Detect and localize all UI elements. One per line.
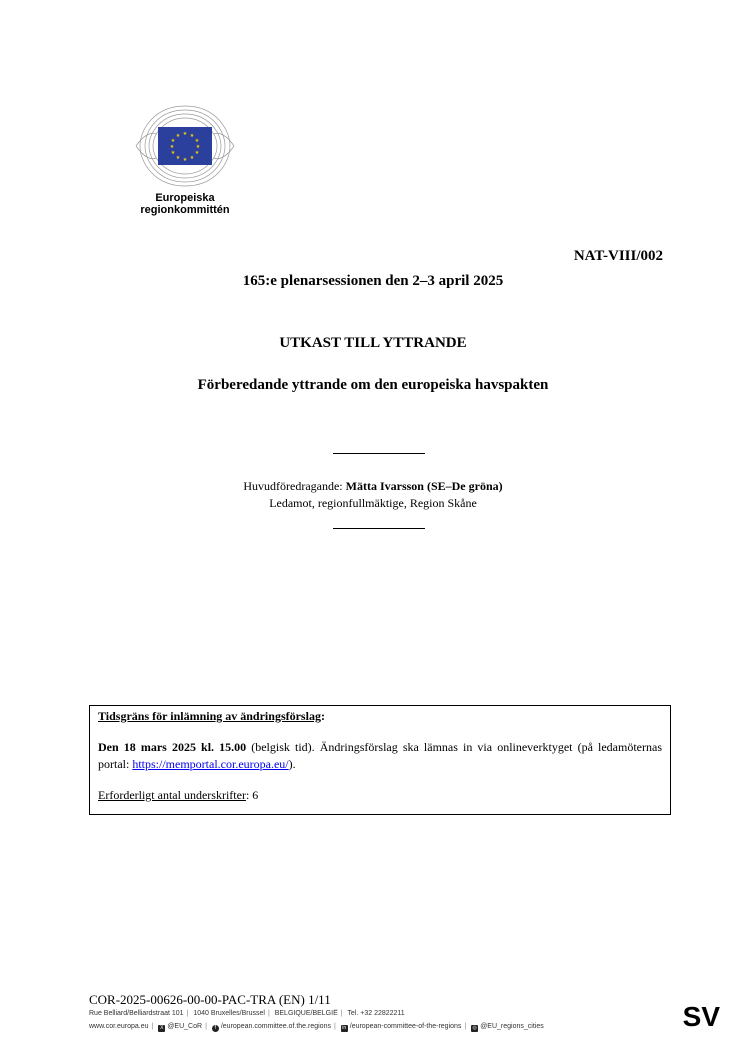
document-reference: NAT-VIII/002: [573, 248, 663, 264]
cor-logo: [128, 104, 242, 224]
deadline-heading-colon: :: [320, 709, 325, 723]
svg-text:★: ★: [175, 155, 181, 161]
linkedin-icon: in: [342, 1025, 347, 1031]
deadline-heading: Tidsgräns för inlämning av ändringsförslag: [98, 709, 321, 723]
facebook-icon: f: [212, 1025, 219, 1032]
rapporteur-label: Huvudföredragande:: [243, 479, 346, 493]
document-title: Förberedande yttrande om den europeiska havspakten: [197, 377, 549, 393]
deadline-text-part1: (belgisk tid). Ändringsförslag ska lämnas in via onlineverktyget (på ledamöternas portal:: [98, 740, 662, 771]
footer-social: www.cor.europa.eu | X @EU_CoR | f /european.committee.of.the.regions | in /european-committee-of-the-regions | ◎ @EU_regions_cities: [89, 1023, 544, 1031]
rapporteur-line: [0, 478, 746, 495]
organization-name-line1: Europeiska: [155, 192, 215, 204]
organization-name: [128, 192, 242, 216]
address-country: BELGIQUE/BELGIË: [274, 1010, 338, 1017]
deadline-box: [89, 705, 671, 815]
signatures-label: Erforderligt antal underskrifter: [98, 788, 246, 802]
address-phone: Tel. +32 22822211: [347, 1010, 405, 1017]
address-city: 1040 Bruxelles/Brussel: [193, 1010, 265, 1017]
eu-emblem-icon: [134, 104, 236, 188]
signatures-line: [98, 787, 662, 804]
svg-text:★: ★: [195, 144, 201, 150]
footer-address: Rue Belliard/Belliardstraat 101 | 1040 Bruxelles/Brussel | BELGIQUE/BELGIË | Tel. +32 22822211: [89, 1010, 405, 1017]
footer-doc-code: COR-2025-00626-00-00-PAC-TRA (EN) 1/11: [89, 992, 331, 1007]
deadline-text-part2: ).: [288, 757, 296, 771]
svg-text:★: ★: [194, 138, 200, 144]
svg-text:★: ★: [182, 157, 188, 163]
rapporteur-block: [0, 478, 746, 512]
svg-text:★: ★: [189, 155, 195, 161]
svg-text:★: ★: [170, 150, 176, 156]
organization-name-line2: regionkommittén: [140, 204, 230, 216]
signatures-value: : 6: [245, 788, 259, 802]
facebook-link[interactable]: /european.committee.of.the.regions: [220, 1023, 331, 1030]
language-code: SV: [682, 1001, 720, 1032]
rapporteur-name: Mätta Ivarsson (SE–De gröna): [345, 479, 503, 493]
svg-text:★: ★: [170, 138, 176, 144]
rapporteur-role: Ledamot, regionfullmäktige, Region Skåne: [269, 496, 477, 510]
svg-text:★: ★: [189, 133, 195, 139]
divider-bottom: [333, 528, 425, 529]
x-handle[interactable]: @EU_CoR: [167, 1023, 203, 1030]
divider-top: [333, 453, 425, 454]
address-street: Rue Belliard/Belliardstraat 101: [89, 1010, 184, 1017]
svg-text:★: ★: [194, 150, 200, 156]
instagram-icon: ◎: [472, 1025, 477, 1031]
session-title: 165:e plenarsessionen den 2–3 april 2025: [242, 273, 504, 289]
svg-text:★: ★: [175, 133, 181, 139]
deadline-date: Den 18 mars 2025 kl. 15.00: [98, 740, 247, 754]
document-type: UTKAST TILL YTTRANDE: [279, 335, 467, 351]
website-link[interactable]: www.cor.europa.eu: [89, 1023, 149, 1030]
member-portal-link[interactable]: https://memportal.cor.europa.eu/: [132, 757, 289, 771]
svg-text:★: ★: [182, 131, 188, 137]
linkedin-link[interactable]: /european-committee-of-the-regions: [349, 1023, 462, 1030]
svg-text:★: ★: [169, 144, 175, 150]
deadline-text: [98, 739, 662, 773]
instagram-link[interactable]: @EU_regions_cities: [480, 1023, 544, 1030]
x-icon: X: [160, 1025, 164, 1031]
deadline-heading-line: [98, 708, 662, 725]
